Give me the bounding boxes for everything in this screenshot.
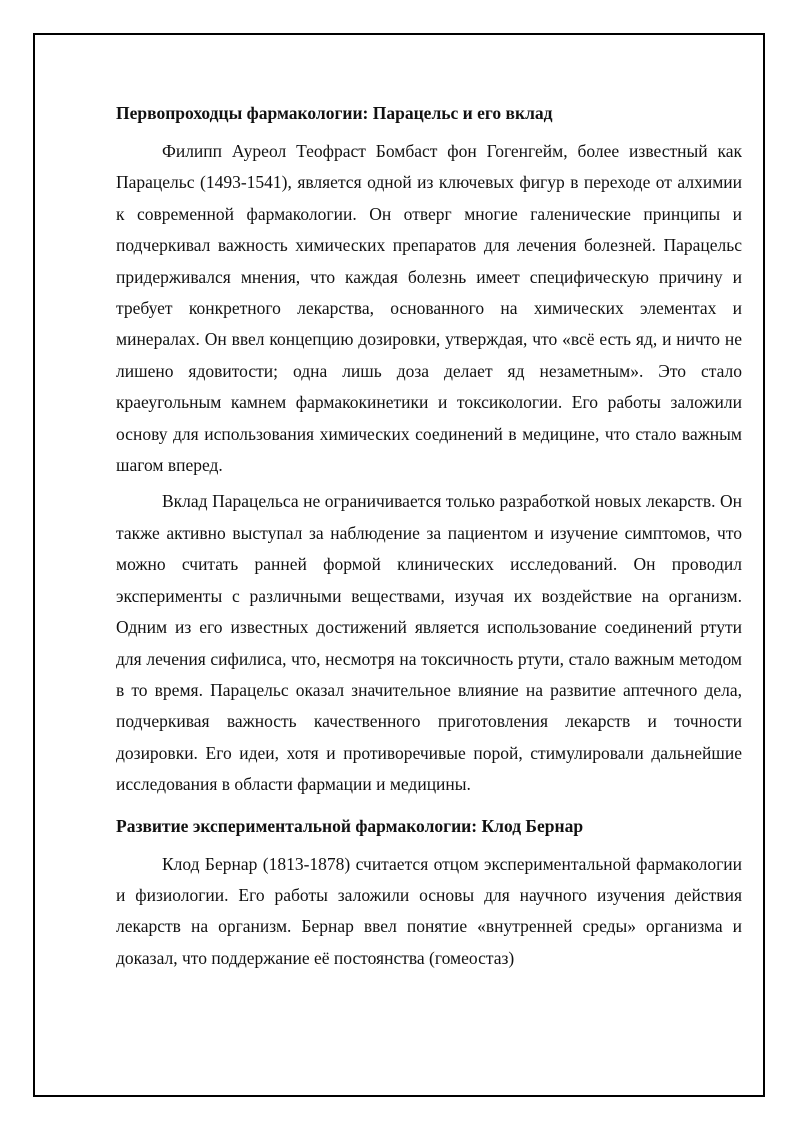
paragraph-paracelsus-intro: Филипп Ауреол Теофраст Бомбаст фон Гогенгейм, более известный как Парацельс (1493-1541), является одной из ключевых фигур в переходе от алхимии к современной фармакологии. Он отверг многие галенические принципы и подчеркивал важность химических препаратов для лечения болезней. Парацельс придерживался мнения, что каждая болезнь имеет специфическую причину и требует конкретного лекарства, основанного на химических элементах и минералах. Он ввел концепцию дозировки, утверждая, что «всё есть яд, и ничто не лишено ядовитости; одна лишь доза делает яд незаметным». Это стало краеугольным камнем фармакокинетики и токсикологии. Его работы заложили основу для использования химических соединений в медицине, что стало важным шагом вперед. [116, 141, 742, 476]
document-body [116, 98, 742, 974]
paragraph-bernard-intro: Клод Бернар (1813-1878) считается отцом экспериментальной фармакологии и физиологии. Его работы заложили основы для научного изучения действия лекарств на организм. Бернар ввел понятие «внутренней среды» организма и доказал, что поддержание её постоянства (гомеостаз) [116, 853, 742, 968]
paragraph-paracelsus-contribution: Вклад Парацельса не ограничивается только разработкой новых лекарств. Он также активно выступал за наблюдение за пациентом и изучение симптомов, что можно считать ранней формой клинических исследований. Он проводил эксперименты с различными веществами, изучая их воздействие на организм. Одним из его известных достижений является использование соединений ртути для лечения сифилиса, что, несмотря на токсичность ртути, стало важным методом в то время. Парацельс оказал значительное влияние на развитие аптечного дела, подчеркивая важность качественного приготовления лекарств и точности дозировки. Его идеи, хотя и противоречивые порой, стимулировали дальнейшие исследования в области фармации и медицины. [116, 491, 742, 795]
section-heading-paracelsus: Первопроходцы фармакологии: Парацельс и его вклад [116, 103, 553, 123]
section-heading-bernard: Развитие экспериментальной фармакологии: Клод Бернар [116, 815, 584, 836]
